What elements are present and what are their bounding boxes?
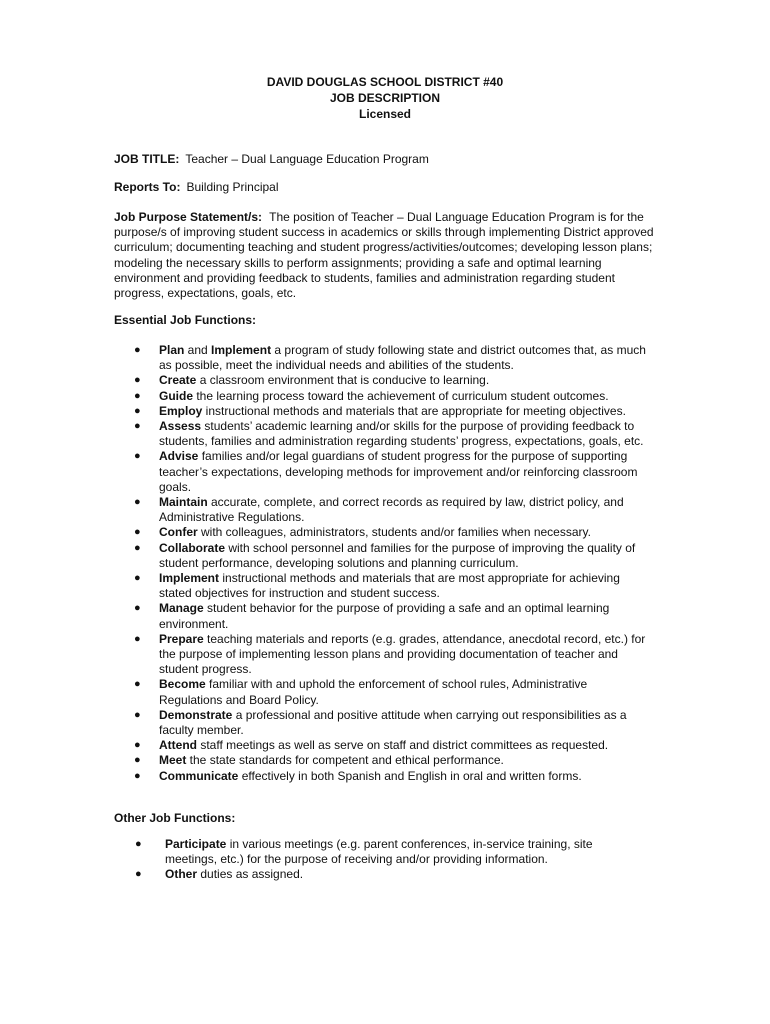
item-text: in various meetings (e.g. parent conferences, in-service training, site meetings, etc.) for the purpose of receiving and/or providing information. bbox=[165, 837, 593, 867]
list-item bbox=[0, 753, 649, 768]
list-item bbox=[0, 449, 649, 495]
job-title-field bbox=[114, 152, 429, 167]
job-title-value: Teacher – Dual Language Education Program bbox=[185, 152, 429, 166]
bullet-icon: ● bbox=[134, 708, 141, 721]
list-item bbox=[0, 419, 649, 449]
essential-functions-list bbox=[0, 343, 649, 784]
reports-to-field bbox=[114, 180, 279, 195]
bullet-icon: ● bbox=[134, 541, 141, 554]
district-name: DAVID DOUGLAS SCHOOL DISTRICT #40 bbox=[266, 75, 504, 89]
item-text: the state standards for competent and ethical performance. bbox=[186, 753, 504, 768]
bullet-icon: ● bbox=[134, 496, 141, 509]
item-text: the learning process toward the achievement of curriculum student outcomes. bbox=[193, 388, 609, 403]
job-purpose-statement bbox=[114, 210, 662, 301]
job-title-label: JOB TITLE: bbox=[114, 152, 180, 166]
item-text: staff meetings as well as serve on staff and district committees as requested. bbox=[197, 738, 609, 753]
list-item bbox=[0, 571, 649, 601]
item-keyword: Employ bbox=[159, 403, 203, 418]
item-keyword: Demonstrate bbox=[159, 707, 233, 722]
bullet-icon: ● bbox=[135, 838, 142, 850]
item-text: with school personnel and families for the purpose of improving the quality of student performance, developing solutions and planning curriculum. bbox=[159, 540, 636, 570]
item-text: accurate, complete, and correct records as required by law, district policy, and Administrative Regulations. bbox=[159, 495, 624, 525]
item-keyword: Communicate bbox=[159, 768, 239, 783]
list-item bbox=[0, 677, 649, 707]
item-keyword: Collaborate bbox=[159, 540, 226, 555]
item-keyword: Implement bbox=[159, 571, 220, 586]
bullet-icon: ● bbox=[134, 450, 141, 463]
bullet-icon: ● bbox=[135, 868, 142, 881]
item-keyword: Maintain bbox=[159, 495, 208, 510]
list-item bbox=[0, 404, 649, 419]
bullet-icon: ● bbox=[134, 572, 141, 585]
bullet-icon: ● bbox=[134, 526, 141, 539]
reports-to-value: Building Principal bbox=[186, 180, 279, 194]
purpose-text: The position of Teacher – Dual Language Education Program is for the purpose/s of improving student success in academics or skills through implementing District approved curriculum; documenting teaching and student progress/activities/outcomes; developing lesson plans; modeling the necessary skills to perform assignments; providing a safe and optimal learning environment and providing feedback to students, families and administration regarding student progress, expectations, goals, etc. bbox=[114, 210, 654, 301]
item-text: duties as assigned. bbox=[197, 867, 304, 882]
bullet-icon: ● bbox=[134, 374, 141, 387]
list-item bbox=[0, 373, 649, 388]
bullet-icon: ● bbox=[134, 678, 141, 691]
document-header bbox=[0, 74, 770, 122]
list-item bbox=[0, 495, 649, 525]
item-keyword: Attend bbox=[159, 738, 197, 753]
item-text: a program of study following state and district outcomes that, as much as possible, meet the individual needs and abilities of the students. bbox=[159, 343, 646, 373]
item-text: with colleagues, administrators, students and/or families when necessary. bbox=[197, 525, 591, 540]
purpose-label: Job Purpose Statement/s: bbox=[114, 210, 263, 224]
bullet-icon: ● bbox=[134, 632, 141, 645]
item-keyword: Other bbox=[165, 867, 198, 882]
item-text: familiar with and uphold the enforcement of school rules, Administrative Regulations and Board Policy. bbox=[159, 677, 588, 707]
item-keyword: Guide bbox=[159, 388, 194, 403]
item-text: families and/or legal guardians of student progress for the purpose of supporting teacher’s expectations, developing methods for improvement and/or reinforcing classroom goals. bbox=[159, 449, 638, 494]
item-text: teaching materials and reports (e.g. grades, attendance, anecdotal record, etc.) for the purpose of implementing lesson plans and providing documentation of teacher and student progress. bbox=[159, 631, 646, 677]
item-keyword: Participate bbox=[165, 837, 227, 851]
other-functions-heading: Other Job Functions: bbox=[114, 811, 236, 825]
list-item bbox=[0, 601, 649, 631]
item-text: instructional methods and materials that are appropriate for meeting objectives. bbox=[202, 403, 626, 418]
bullet-icon: ● bbox=[134, 754, 141, 767]
list-item bbox=[0, 837, 620, 867]
item-keyword: Prepare bbox=[159, 631, 204, 646]
reports-to-label: Reports To: bbox=[114, 180, 181, 194]
item-keyword: Create bbox=[159, 373, 197, 388]
item-keyword: Advise bbox=[159, 449, 199, 464]
other-functions-list bbox=[0, 837, 620, 883]
list-item bbox=[0, 389, 649, 404]
item-keyword: Implement bbox=[211, 343, 272, 357]
bullet-icon: ● bbox=[134, 344, 141, 356]
item-keyword: Confer bbox=[159, 525, 198, 540]
item-keyword: Become bbox=[159, 677, 206, 692]
bullet-icon: ● bbox=[134, 389, 141, 402]
item-text: and bbox=[184, 343, 212, 357]
document-type: JOB DESCRIPTION bbox=[329, 91, 440, 105]
list-item bbox=[0, 708, 649, 738]
item-text: a classroom environment that is conducive to learning. bbox=[196, 373, 490, 388]
item-text: effectively in both Spanish and English in oral and written forms. bbox=[238, 768, 582, 783]
item-text: a professional and positive attitude when carrying out responsibilities as a faculty member. bbox=[159, 707, 627, 738]
license-type: Licensed bbox=[358, 107, 412, 121]
item-keyword: Manage bbox=[159, 601, 204, 616]
bullet-icon: ● bbox=[134, 404, 141, 417]
list-item bbox=[0, 343, 649, 373]
item-keyword: Assess bbox=[159, 419, 202, 434]
bullet-icon: ● bbox=[134, 769, 141, 782]
list-item bbox=[0, 738, 649, 753]
list-item bbox=[0, 867, 620, 882]
list-item bbox=[0, 541, 649, 571]
item-text: student behavior for the purpose of providing a safe and an optimal learning environment. bbox=[159, 601, 610, 631]
item-keyword: Meet bbox=[159, 753, 187, 768]
bullet-icon: ● bbox=[134, 739, 141, 752]
bullet-icon: ● bbox=[134, 602, 141, 615]
list-item bbox=[0, 769, 649, 784]
list-item bbox=[0, 632, 649, 678]
essential-functions-heading: Essential Job Functions: bbox=[114, 313, 257, 327]
item-text: students’ academic learning and/or skills for the purpose of providing feedback to students, families and administration regarding students’ progress, expectations, goals, etc. bbox=[159, 419, 644, 449]
item-keyword: Plan bbox=[159, 343, 185, 357]
bullet-icon: ● bbox=[134, 420, 141, 433]
list-item bbox=[0, 525, 649, 540]
item-text: instructional methods and materials that are most appropriate for achieving stated objectives for instruction and student success. bbox=[159, 571, 620, 601]
